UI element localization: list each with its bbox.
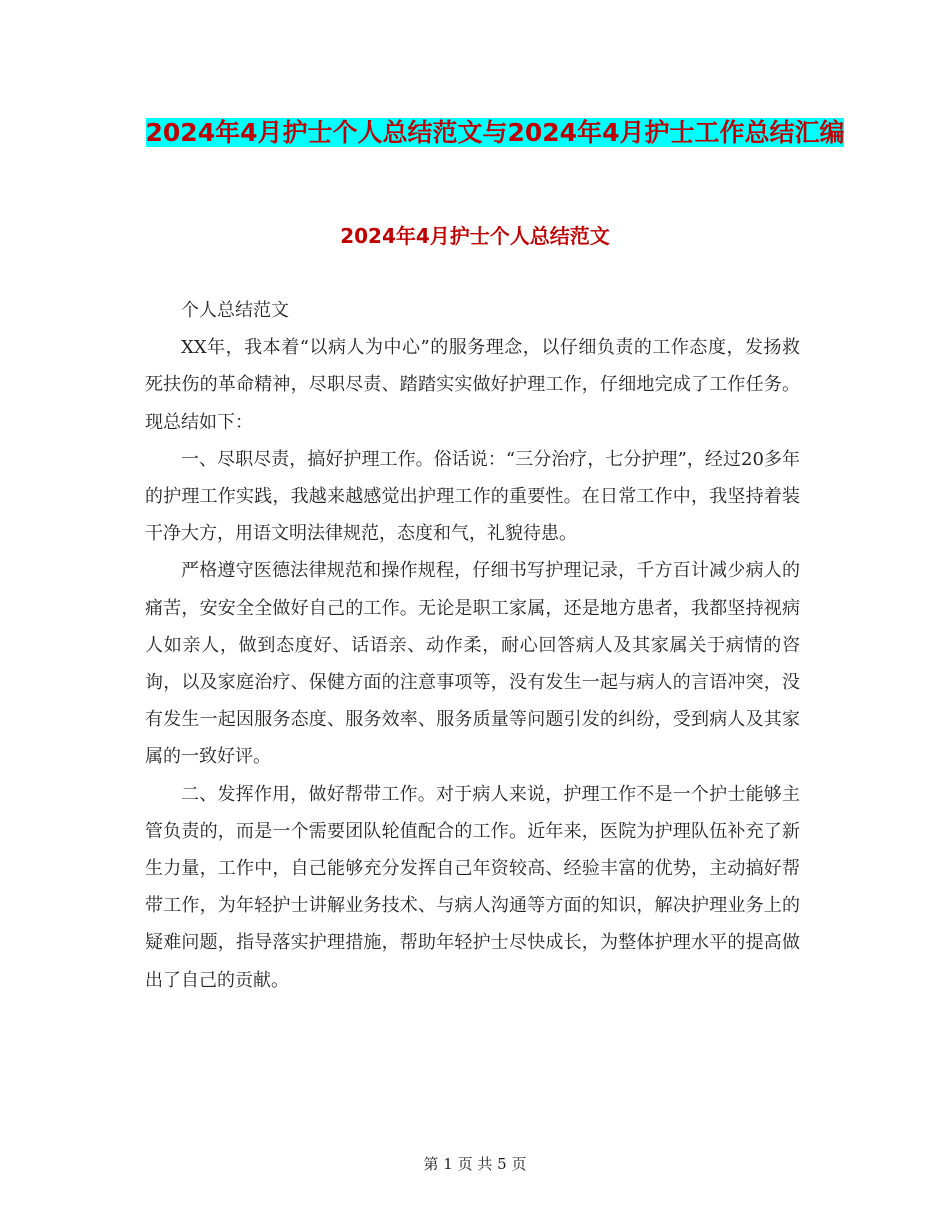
- document-title: [145, 112, 845, 154]
- paragraph: 一、尽职尽责，搞好护理工作。俗话说：“三分治疗，七分护理”，经过20多年的护理工作实践，我越来越感觉出护理工作的重要性。在日常工作中，我坚持着装干净大方，用语文明法律规范，态度和气，礼貌待患。: [145, 448, 800, 545]
- section-title: 2024年4月护士个人总结范文: [340, 224, 610, 248]
- paragraph: XX年，我本着“以病人为中心”的服务理念，以仔细负责的工作态度，发扬救死扶伤的革命精神，尽职尽责、踏踏实实做好护理工作，仔细地完成了工作任务。现总结如下：: [145, 337, 800, 433]
- page-footer: [0, 1152, 950, 1176]
- paragraph: 二、发挥作用，做好帮带工作。对于病人来说，护理工作不是一个护士能够主管负责的，而是一个需要团队轮值配合的工作。近年来，医院为护理队伍补充了新生力量，工作中，自己能够充分发挥自己年资较高、经验丰富的优势，主动搞好帮带工作，为年轻护士讲解业务技术、与病人沟通等方面的知识，解决护理业务上的疑难问题，指导落实护理措施，帮助年轻护士尽快成长，为整体护理水平的提高做出了自己的贡献。: [145, 783, 800, 991]
- paragraph: 严格遵守医德法律规范和操作规程，仔细书写护理记录，千方百计减少病人的痛苦，安安全全做好自己的工作。无论是职工家属，还是地方患者，我都坚持视病人如亲人，做到态度好、话语亲、动作柔，耐心回答病人及其家属关于病情的咨询，以及家庭治疗、保健方面的注意事项等，没有发生一起与病人的言语冲突，没有发生一起因服务态度、服务效率、服务质量等问题引发的纠纷，受到病人及其家属的一致好评。: [145, 560, 800, 768]
- page-number: 第 1 页 共 5 页: [423, 1155, 527, 1173]
- document-title-text: 2024年4月护士个人总结范文与2024年4月护士工作总结汇编: [145, 118, 845, 147]
- paragraph-heading: 个人总结范文: [181, 300, 289, 321]
- document-body: [145, 292, 800, 999]
